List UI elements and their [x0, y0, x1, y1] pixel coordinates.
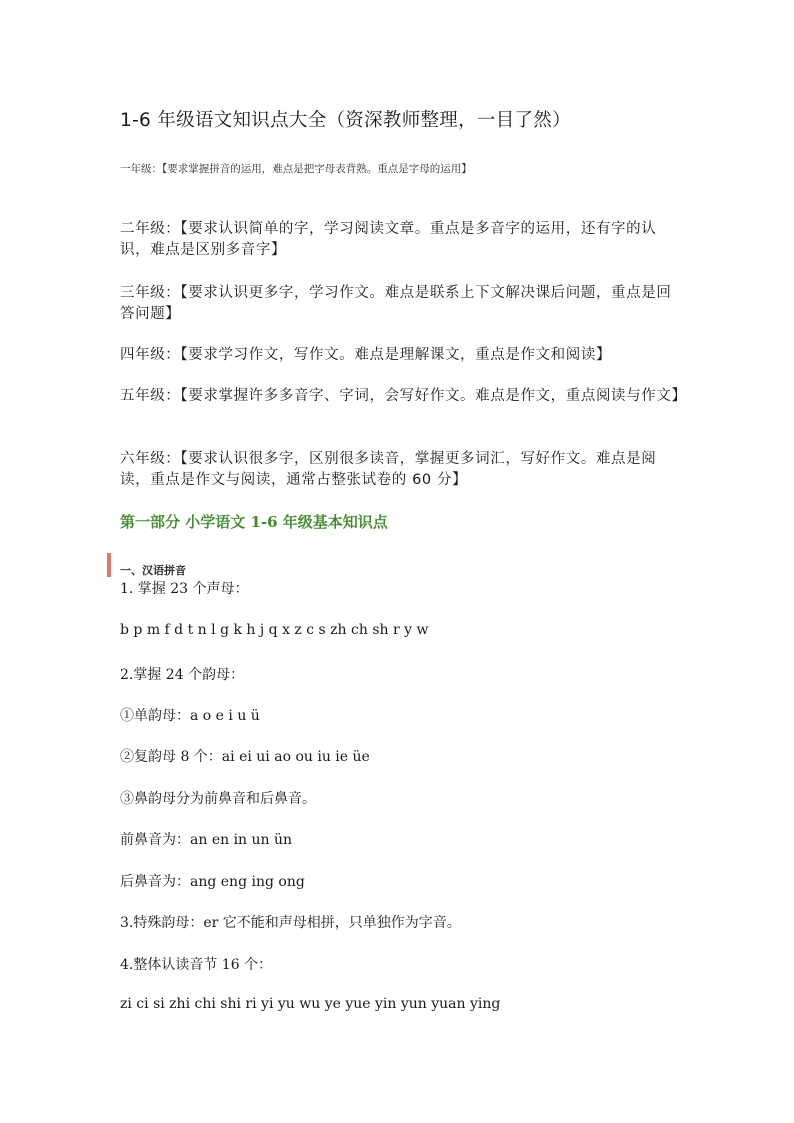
- finals-heading: 2.掌握 24 个韵母：: [120, 667, 245, 683]
- compound-finals: ②复韵母 8 个：ai ei ui ao ou iu ie üe: [120, 749, 370, 765]
- grade6-requirements: 六年级：【要求认识很多字，区别很多读音，掌握更多词汇，写好作文。难点是阅读，重点是作文与阅读，通常占整张试卷的 60 分】: [120, 451, 657, 488]
- document-title: 1-6 年级语文知识点大全（资深教师整理，一目了然）: [120, 110, 571, 131]
- part-heading: 第一部分 小学语文 1-6 年级基本知识点: [120, 513, 388, 531]
- section-heading: 一、汉语拼音: [120, 564, 186, 577]
- back-nasal-finals: 后鼻音为：ang eng ing ong: [120, 874, 305, 890]
- grade3-requirements: 三年级：【要求认识更多字，学习作文。难点是联系上下文解决课后问题，重点是回答问题】: [120, 285, 672, 322]
- grade1-requirements: 一年级：【要求掌握拼音的运用，难点是把字母表背熟。重点是字母的运用】: [120, 163, 472, 175]
- section-marker: [107, 553, 111, 577]
- front-nasal-finals: 前鼻音为：an en in un ün: [120, 832, 293, 848]
- whole-syllables-list: zi ci si zhi chi shi ri yi yu wu ye yue yin yun yuan ying: [120, 996, 501, 1012]
- nasal-finals: ③鼻韵母分为前鼻音和后鼻音。: [120, 791, 316, 807]
- consonants-list: b p m f d t n l g k h j q x z c s zh ch sh r y w: [120, 622, 429, 638]
- whole-syllables-heading: 4.整体认读音节 16 个：: [120, 957, 273, 973]
- grade4-requirements: 四年级：【要求学习作文，写作文。难点是理解课文，重点是作文和阅读】: [120, 347, 612, 363]
- special-final: 3.特殊韵母：er 它不能和声母相拼，只单独作为字音。: [120, 915, 461, 931]
- grade5-requirements: 五年级：【要求掌握许多多音字、字词，会写好作文。难点是作文，重点阅读与作文】: [120, 388, 687, 404]
- grade2-requirements: 二年级：【要求认识简单的字，学习阅读文章。重点是多音字的运用，还有字的认识，难点是区别多音字】: [120, 221, 657, 258]
- simple-finals: ①单韵母：a o e i u ü: [120, 708, 260, 724]
- consonants-heading: 1. 掌握 23 个声母：: [120, 581, 249, 597]
